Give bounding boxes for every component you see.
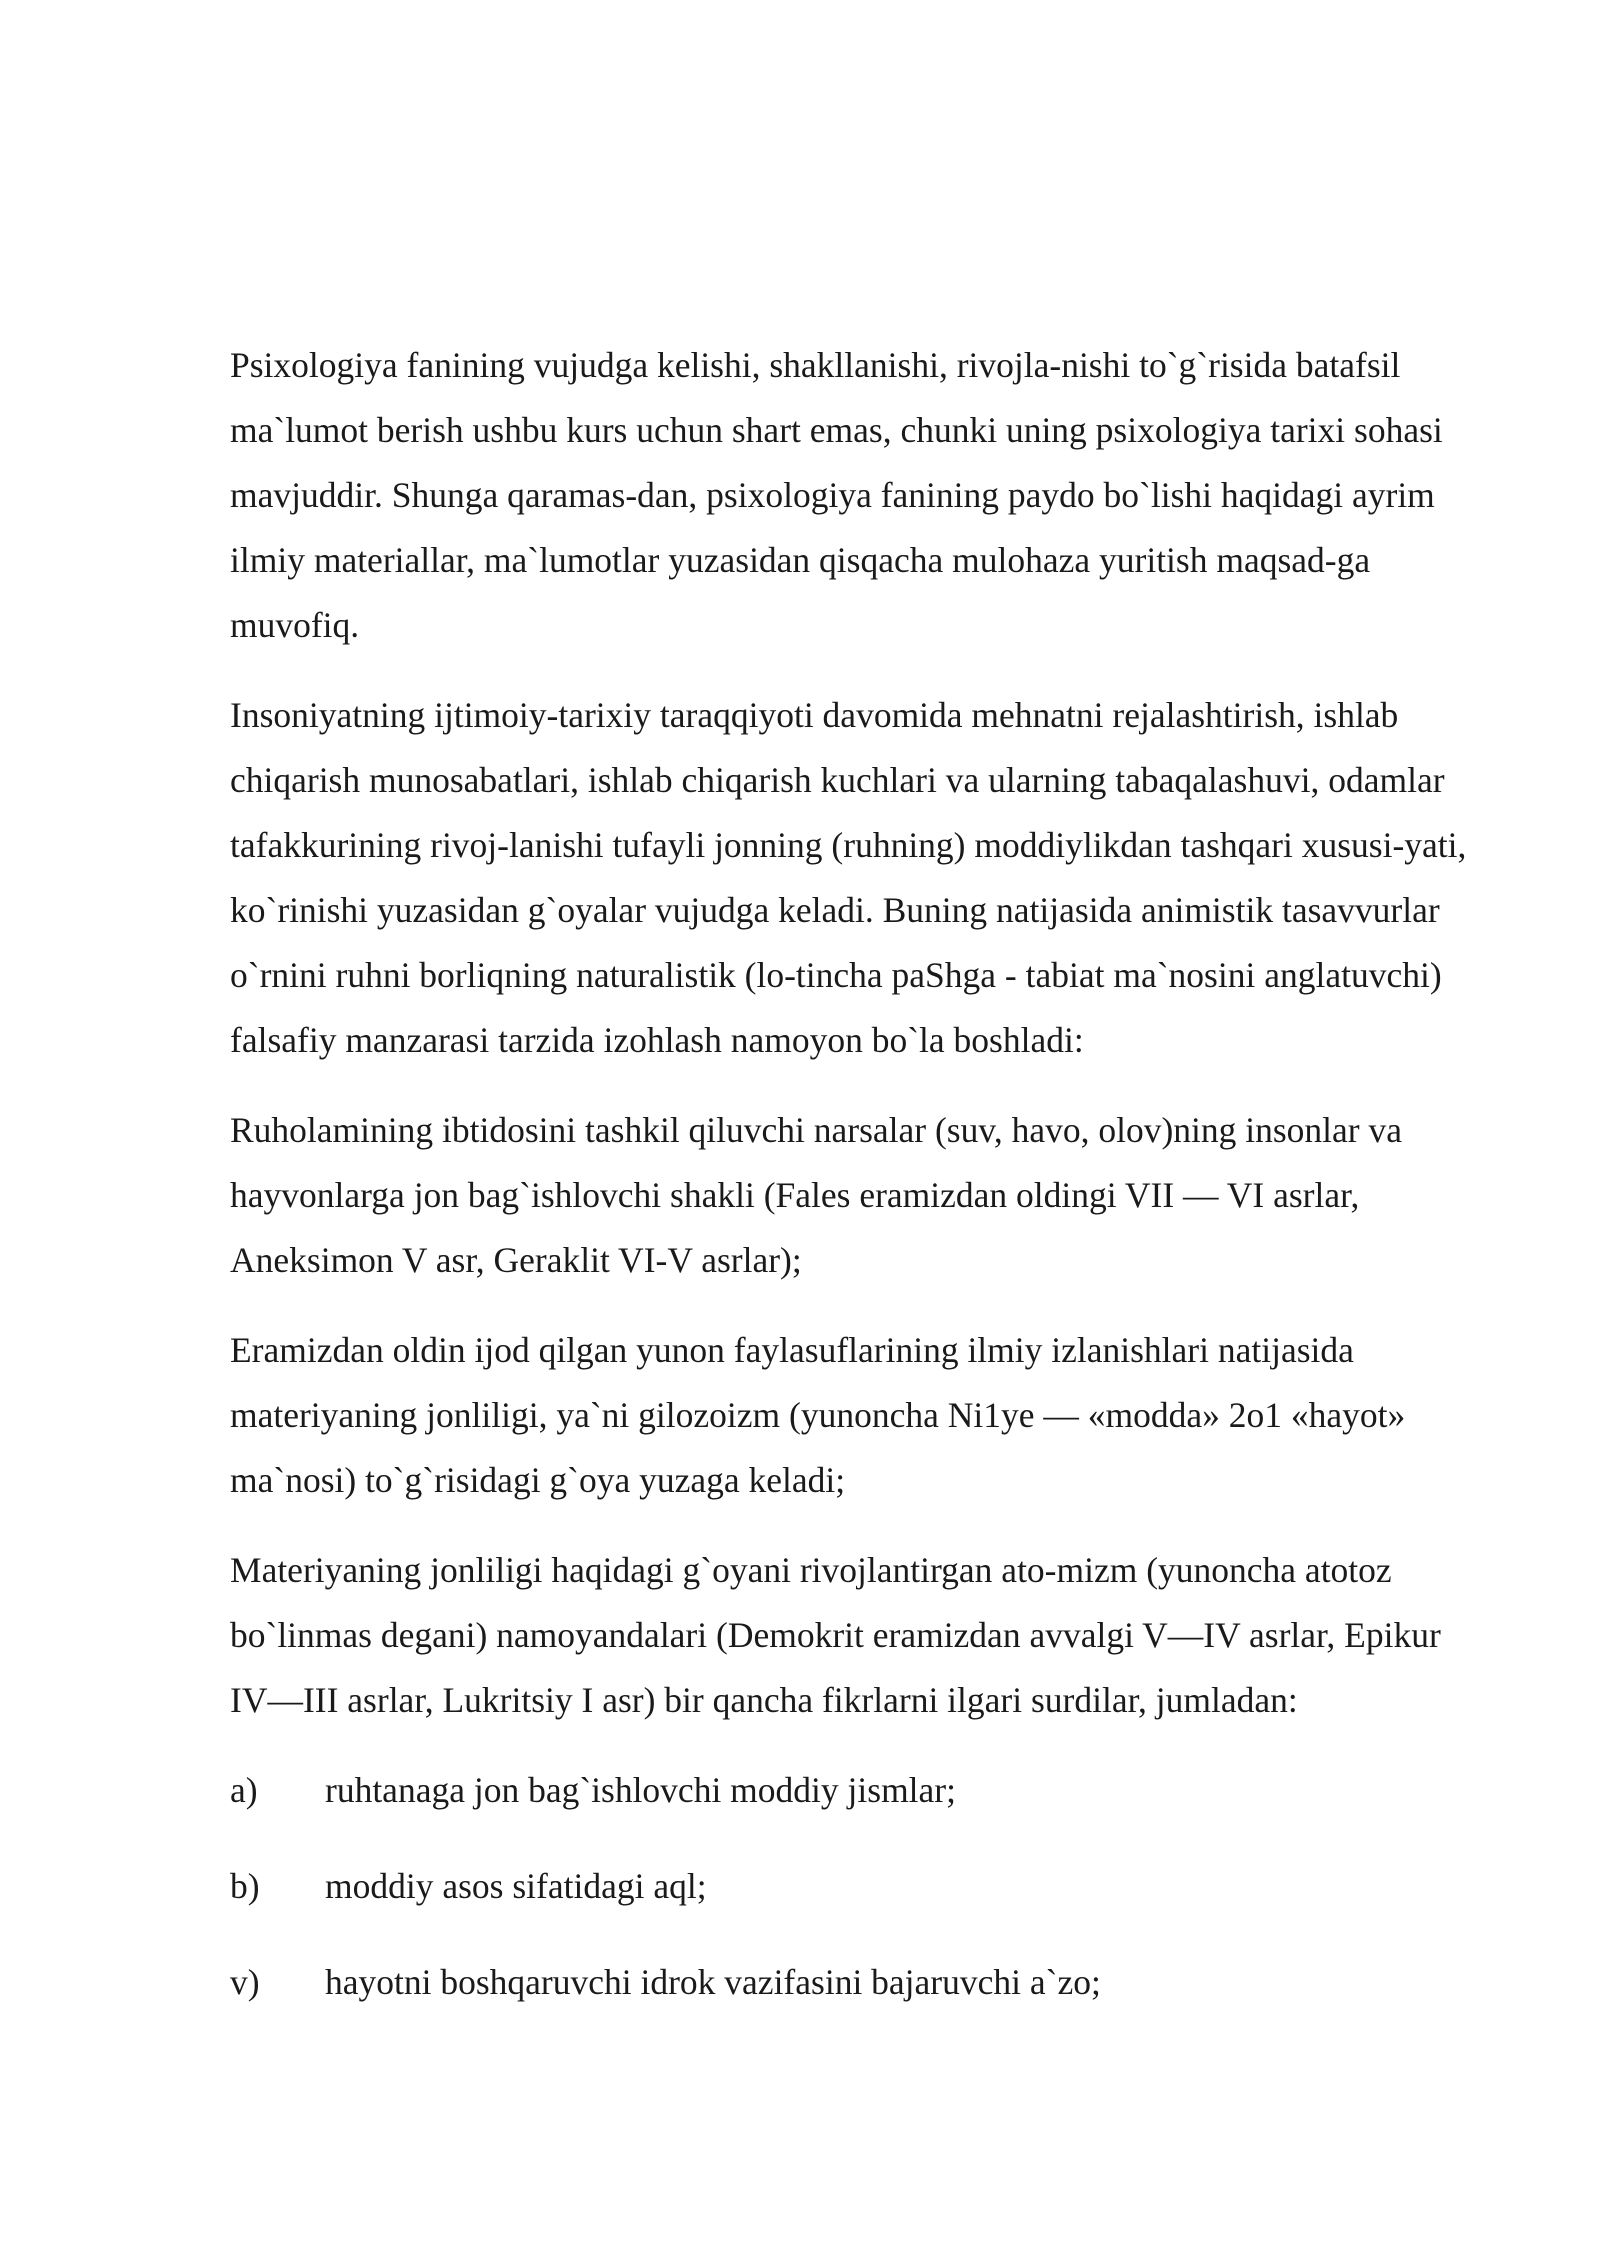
list-item-text: ruhtanaga jon bag`ishlovchi moddiy jismlar; (325, 1770, 956, 1810)
list-marker: v) (230, 1962, 260, 2002)
list-marker: a) (230, 1770, 258, 1810)
paragraph-3: Ruholamining ibtidosini tashkil qiluvchi narsalar (suv, havo, olov)ning insonlar va hayvonlarga jon bag`ishlovchi shakli (Fales eramizdan oldingi VII — VI asrlar, Aneksimon V asr, Geraklit VI-V asrlar); (230, 1110, 1403, 1280)
document-body (230, 333, 1480, 2046)
list-item (230, 1758, 1480, 1823)
list-item-text: hayotni boshqaruvchi idrok vazifasini bajaruvchi a`zo; (325, 1962, 1101, 2002)
paragraph-2: Insoniyatning ijtimoiy-tarixiy taraqqiyoti davomida mehnatni rejalashtirish, ishlab chiqarish munosabatlari, ishlab chiqarish kuchlari va ularning tabaqalashuvi, odamlar tafakkurining rivoj-lanishi tufayli jonning (ruhning) moddiylikdan tashqari xususi-yati, ko`rinishi yuzasidan g`oyalar vujudga keladi. Buning natijasida animistik tasavvurlar o`rnini ruhni borliqning naturalistik (lo-tincha paShga - tabiat ma`nosini anglatuvchi) falsafiy manzarasi tarzida izohlash namoyon bo`la boshladi: (230, 695, 1467, 1060)
list-item (230, 1854, 1480, 1919)
paragraph-1: Psixologiya fanining vujudga kelishi, shakllanishi, rivojla-nishi to`g`risida batafsil ma`lumot berish ushbu kurs uchun shart emas, chunki uning psixologiya tarixi sohasi mavjuddir. Shunga qaramas-dan, psixologiya fanining paydo bo`lishi haqidagi ayrim ilmiy materiallar, ma`lumotlar yuzasidan qisqacha mulohaza yuritish maqsad-ga muvofiq. (230, 345, 1443, 645)
list-marker: b) (230, 1866, 260, 1906)
paragraph-4: Eramizdan oldin ijod qilgan yunon faylasuflarining ilmiy izlanishlari natijasida materiyaning jonliligi, ya`ni gilozoizm (yunoncha Ni1ye — «modda» 2o1 «hayot» ma`nosi) to`g`risidagi g`oya yuzaga keladi; (230, 1330, 1406, 1500)
list-item (230, 1950, 1480, 2015)
list-item-text: moddiy asos sifatidagi aql; (325, 1866, 707, 1906)
paragraph-5: Materiyaning jonliligi haqidagi g`oyani rivojlantirgan ato-mizm (yunoncha atotoz bo`linmas degani) namoyandalari (Demokrit eramizdan avvalgi V—IV asrlar, Epikur IV—III asrlar, Lukritsiy I asr) bir qancha fikrlarni ilgari surdilar, jumladan: (230, 1550, 1441, 1720)
enumerated-list (230, 1758, 1480, 2015)
